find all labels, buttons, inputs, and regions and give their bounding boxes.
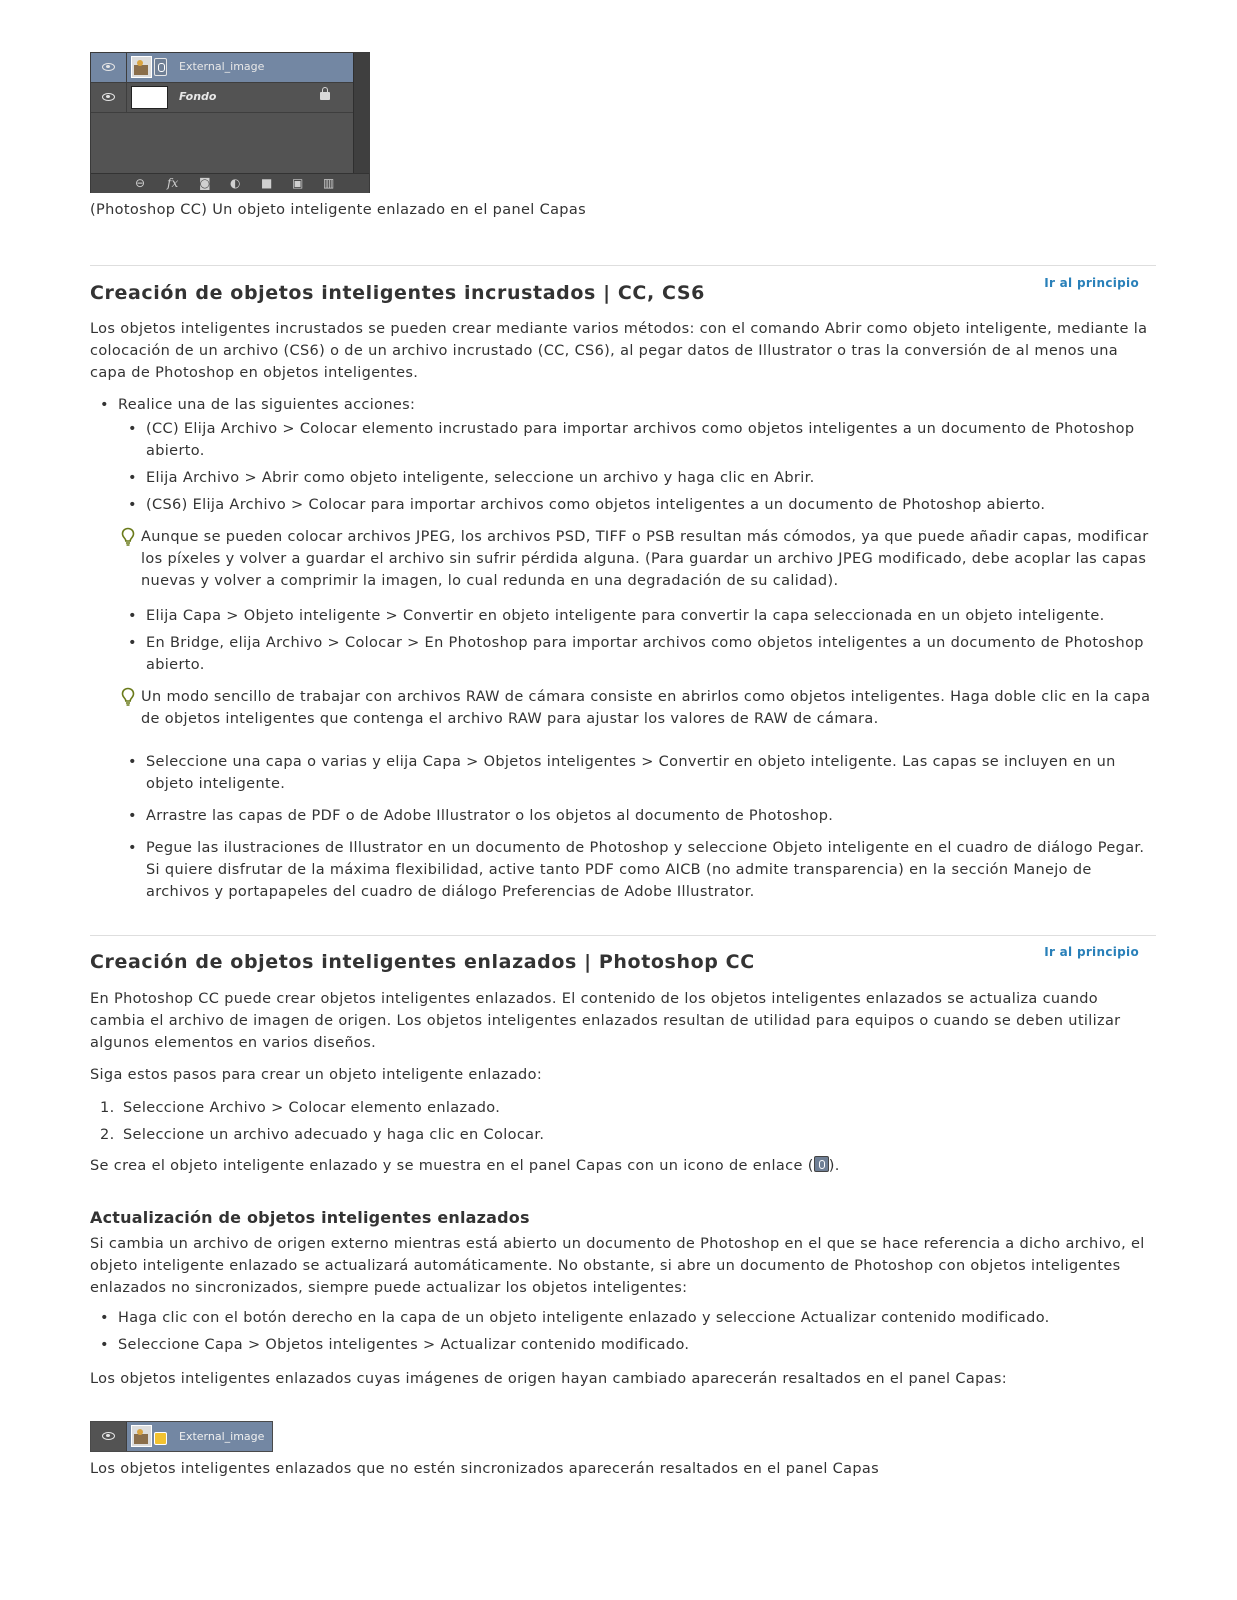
steps-list: [90, 1097, 1156, 1146]
layer-thumbnail: [131, 86, 168, 109]
section-intro: En Photoshop CC puede crear objetos inteligentes enlazados. El contenido de los objetos inteligentes enlazados se actualiza cuando cambia el archivo de imagen de origen. Los objetos inteligentes enlazados resultan de utilidad para equipos o cuando se deben utilizar algunos elementos en varios diseños.: [90, 991, 1121, 1051]
tip-note: [90, 526, 1156, 592]
out-of-sync-layer-image: [90, 1421, 273, 1452]
list-item: • En Bridge, elija Archivo > Colocar > En Photoshop para importar archivos como objetos inteligentes a un documento de Photoshop abierto.: [90, 632, 1156, 676]
result-text-before: Se crea el objeto inteligente enlazado y se muestra en el panel Capas con un icono de enlace (: [90, 1158, 814, 1174]
list-item: • Realice una de las siguientes acciones:: [90, 394, 1156, 416]
step-item: [90, 1097, 1156, 1119]
section-divider: [90, 265, 1156, 266]
result-text-after: ).: [828, 1158, 840, 1174]
subsection-intro: Si cambia un archivo de origen externo mientras está abierto un documento de Photoshop en el que se hace referencia a dicho archivo, el objeto inteligente enlazado se actualizará automáticamente. No obstante, si abre un documento de Photoshop con objetos inteligentes enlazados no sincronizados, siempre puede actualizar los objetos inteligentes:: [90, 1236, 1145, 1296]
link-icon: ⊖: [135, 176, 146, 190]
back-to-top-link[interactable]: Ir al principio: [1044, 276, 1139, 290]
list-item: • Seleccione una capa o varias y elija Capa > Objetos inteligentes > Convertir en objeto inteligente. Las capas se incluyen en un objeto inteligente.: [90, 751, 1156, 795]
layer-row-external-image: [91, 53, 353, 82]
tip-text: Un modo sencillo de trabajar con archivos RAW de cámara consiste en abrirlos como objetos inteligentes. Haga doble clic en la capa de objetos inteligentes que contenga el archivo RAW para ajustar los valores de RAW de cámara.: [141, 689, 1151, 727]
visibility-cell: [91, 1422, 127, 1451]
warning-icon: [154, 1432, 167, 1445]
fx-icon: fx: [167, 176, 179, 190]
visibility-cell: [91, 53, 127, 82]
sub-action-list: [90, 605, 1156, 676]
list-item: • Elija Capa > Objeto inteligente > Convertir en objeto inteligente para convertir la capa seleccionada en un objeto inteligente.: [90, 605, 1156, 627]
layer-thumbnail: [131, 56, 152, 78]
mask-icon: ◙: [199, 176, 211, 190]
layer-divider: [91, 112, 353, 113]
eye-icon: [102, 63, 115, 71]
lightbulb-icon: [121, 687, 135, 707]
step-text: Seleccione un archivo adecuado y haga clic en Colocar.: [123, 1127, 545, 1143]
list-item: • Arrastre las capas de PDF o de Adobe Illustrator o los objetos al documento de Photoshop.: [90, 805, 1156, 827]
layers-panel-image: [90, 52, 370, 193]
eye-icon: [102, 1432, 115, 1440]
visibility-cell: [91, 83, 127, 112]
list-item: • Seleccione Capa > Objetos inteligentes > Actualizar contenido modificado.: [90, 1334, 1156, 1356]
list-item: • Haga clic con el botón derecho en la capa de un objeto inteligente enlazado y seleccione Actualizar contenido modificado.: [90, 1307, 1156, 1329]
layer-name: Fondo: [179, 90, 217, 103]
layer-row-fondo: [91, 83, 353, 112]
step-item: [90, 1124, 1156, 1146]
linked-smart-object-icon: [154, 58, 167, 76]
sub-action-list: [90, 751, 1156, 903]
list-item: • (CS6) Elija Archivo > Colocar para importar archivos como objetos inteligentes a un documento de Photoshop abierto.: [90, 494, 1156, 516]
list-item: • (CC) Elija Archivo > Colocar elemento incrustado para importar archivos como objetos inteligentes a un documento de Photoshop abierto.: [90, 418, 1156, 462]
lightbulb-icon: [121, 527, 135, 547]
action-list: [90, 394, 1156, 416]
new-layer-icon: ▣: [292, 176, 304, 190]
steps-lead: Siga estos pasos para crear un objeto inteligente enlazado:: [90, 1067, 543, 1083]
section-title: Creación de objetos inteligentes enlazados | Photoshop CC: [90, 951, 755, 973]
trash-icon: ▥: [323, 176, 335, 190]
tip-note: [90, 686, 1156, 730]
section-divider: [90, 935, 1156, 936]
folder-icon: ■: [261, 176, 273, 190]
layer-name: External_image: [179, 1430, 265, 1443]
result-text: [90, 1155, 1156, 1177]
section-intro: Los objetos inteligentes incrustados se pueden crear mediante varios métodos: con el comando Abrir como objeto inteligente, mediante la colocación de un archivo (CS6) o de un archivo incrustado (CC, CS6), al pegar datos de Illustrator o tras la conversión de al menos una capa de Photoshop en objetos inteligentes.: [90, 321, 1148, 381]
panel-scrollbar: [353, 53, 370, 173]
layer-thumbnail: [131, 1425, 152, 1447]
section-title: Creación de objetos inteligentes incrustados | CC, CS6: [90, 282, 706, 304]
figure-caption: (Photoshop CC) Un objeto inteligente enlazado en el panel Capas: [90, 202, 587, 218]
eye-icon: [102, 93, 115, 101]
back-to-top-link[interactable]: Ir al principio: [1044, 945, 1139, 959]
step-text: Seleccione Archivo > Colocar elemento enlazado.: [123, 1100, 501, 1116]
tip-text: Aunque se pueden colocar archivos JPEG, los archivos PSD, TIFF o PSB resultan más cómodos, ya que puede añadir capas, modificar los píxeles y volver a guardar el archivo sin sufrir pérdida alguna. (Para guardar un archivo JPEG modificado, debe acoplar las capas nuevas y volver a comprimir la imagen, lo cual redunda en una degradación de su calidad).: [141, 529, 1149, 589]
highlight-note: Los objetos inteligentes enlazados cuyas imágenes de origen hayan cambiado aparecerán resaltados en el panel Capas:: [90, 1371, 1008, 1387]
subsection-title: Actualización de objetos inteligentes enlazados: [90, 1208, 530, 1227]
list-item: • Elija Archivo > Abrir como objeto inteligente, seleccione un archivo y haga clic en Abrir.: [90, 467, 1156, 489]
link-icon: [814, 1156, 829, 1172]
step-number: 2.: [100, 1127, 115, 1143]
update-options-list: [90, 1307, 1156, 1356]
list-item: • Pegue las ilustraciones de Illustrator en un documento de Photoshop y seleccione Objeto inteligente en el cuadro de diálogo Pegar. Si quiere disfrutar de la máxima flexibilidad, active tanto PDF como AICB (no admite transparencia) en la sección Manejo de archivos y portapapeles del cuadro de diálogo Preferencias de Adobe Illustrator.: [90, 837, 1156, 903]
sub-action-list: [90, 418, 1156, 516]
panel-bottom-bar: [91, 173, 369, 193]
layer-name: External_image: [179, 60, 265, 73]
adjustment-icon: ◐: [230, 176, 241, 190]
step-number: 1.: [100, 1100, 115, 1116]
lock-icon: [320, 92, 330, 100]
figure-caption: Los objetos inteligentes enlazados que no estén sincronizados aparecerán resaltados en el panel Capas: [90, 1461, 880, 1477]
